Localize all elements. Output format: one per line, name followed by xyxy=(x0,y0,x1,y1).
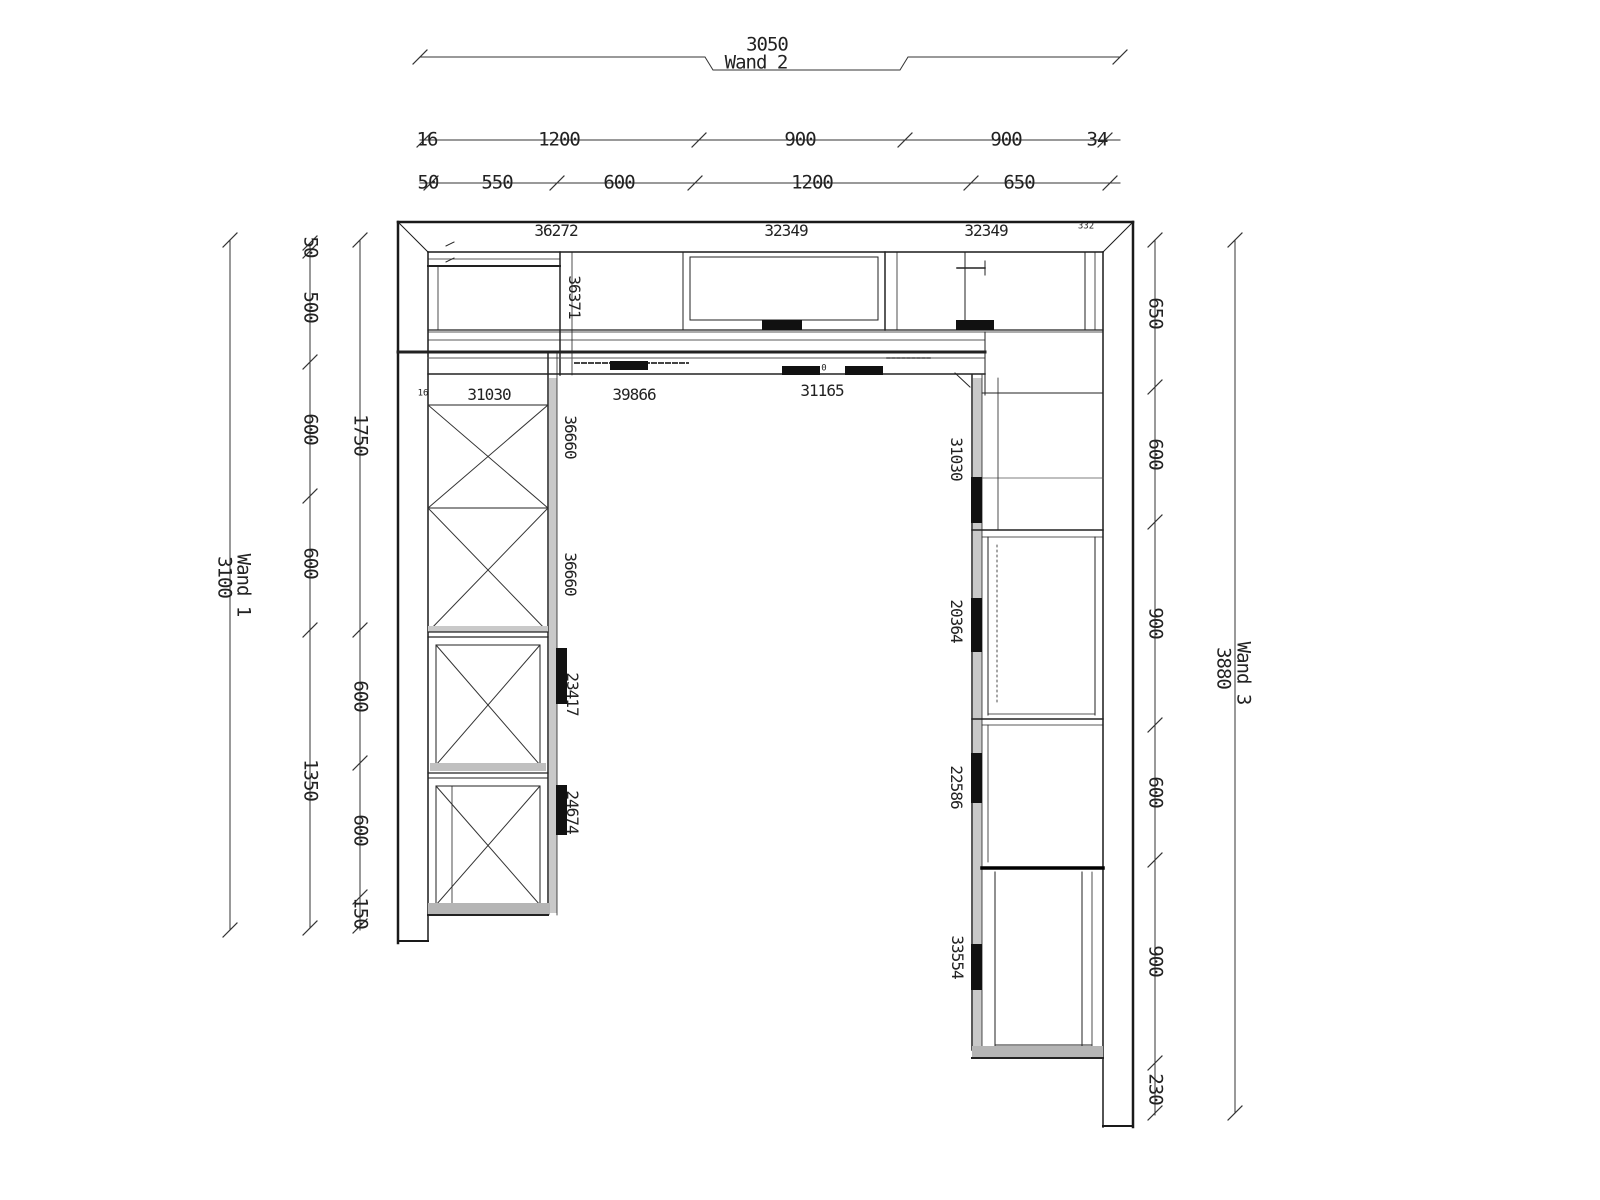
cabinet-id-label: 16 xyxy=(417,388,429,399)
dim-label: 1750 xyxy=(349,414,372,456)
cabinet-id-label: 36660 xyxy=(561,415,580,459)
dim-label: 150 xyxy=(349,897,372,929)
cabinet-id-label: 23417 xyxy=(563,672,582,716)
cabinet-id-label: 36272 xyxy=(534,221,578,240)
cabinet-id-label: 24674 xyxy=(563,790,582,834)
dim-label: 600 xyxy=(603,171,635,194)
dim-label: 230 xyxy=(1144,1073,1167,1105)
dim-label: 600 xyxy=(1144,776,1167,808)
left-tall-cabinets xyxy=(428,352,557,915)
dim-label: 50 xyxy=(417,171,439,194)
wall3-label: Wand 3 xyxy=(1232,641,1255,705)
dim-label: 600 xyxy=(299,413,322,445)
cabinet-id-label: 33554 xyxy=(948,935,967,979)
dimension-lines xyxy=(223,50,1242,1120)
dim-label: 650 xyxy=(1003,171,1035,194)
dim-label: 900 xyxy=(1144,945,1167,977)
right-tall-cabinets xyxy=(972,375,1103,1058)
cabinet-id-label: 31030 xyxy=(947,437,966,481)
dim-label: 600 xyxy=(349,814,372,846)
cabinet-id-label: 20364 xyxy=(947,599,966,643)
wall1-total-dim: 3100 xyxy=(213,556,236,598)
cabinet-id-label: 32349 xyxy=(764,221,808,240)
dim-label: 550 xyxy=(481,171,513,194)
cabinet-id-label: 22586 xyxy=(947,765,966,809)
cabinet-id-label: 0 xyxy=(821,363,827,374)
dim-label: 900 xyxy=(1144,607,1167,639)
dim-label: 900 xyxy=(990,128,1022,151)
cabinet-id-label: 31165 xyxy=(800,381,844,400)
cabinet-id-label: 36371 xyxy=(565,275,584,319)
cabinet-id-label: 31030 xyxy=(467,385,511,404)
dim-label: 34 xyxy=(1086,128,1108,151)
dim-label: 1200 xyxy=(538,128,580,151)
cabinet-id-label: 332 xyxy=(1077,221,1095,232)
dim-label: 600 xyxy=(1144,438,1167,470)
wall2-total-dim: 3050 xyxy=(746,33,788,56)
dim-label: 50 xyxy=(299,236,322,258)
wall3-total-dim: 3880 xyxy=(1212,647,1235,689)
cabinet-id-label: 36660 xyxy=(561,552,580,596)
wall1-label: Wand 1 xyxy=(232,553,255,617)
dim-label: 1350 xyxy=(299,759,322,801)
dim-label: 600 xyxy=(349,680,372,712)
dim-label: 900 xyxy=(784,128,816,151)
wall2-label: Wand 2 xyxy=(724,51,788,74)
door-handles xyxy=(556,320,994,990)
dim-label: 650 xyxy=(1144,297,1167,329)
dim-label: 1200 xyxy=(791,171,833,194)
upper-cabinets xyxy=(428,242,1103,375)
cabinet-id-label: 39866 xyxy=(612,385,656,404)
cabinet-id-label: 32349 xyxy=(964,221,1008,240)
dim-label: 600 xyxy=(299,547,322,579)
dim-label: 500 xyxy=(299,291,322,323)
dim-label: 16 xyxy=(416,128,438,151)
